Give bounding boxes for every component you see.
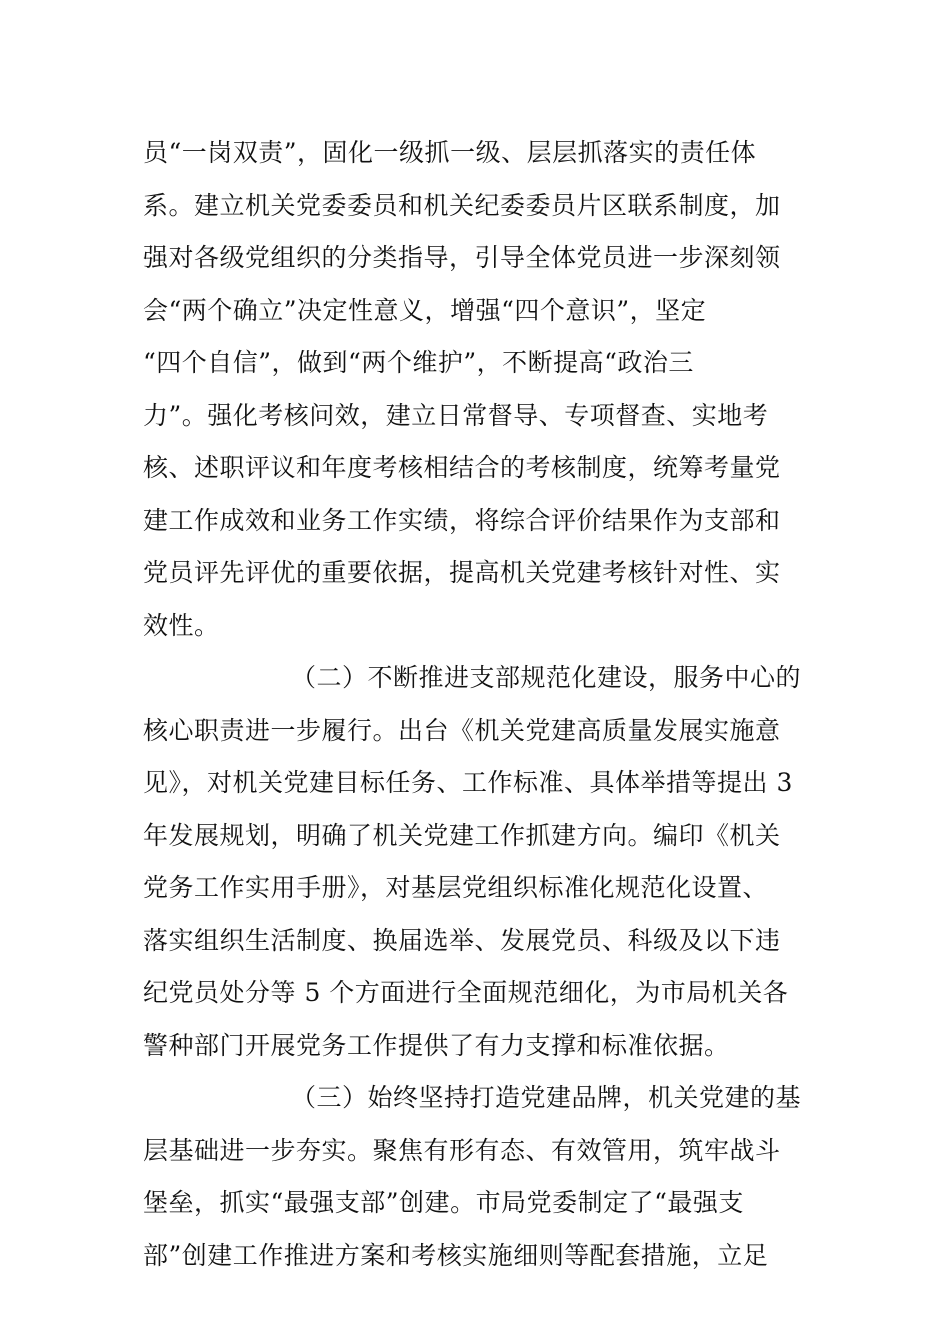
section-heading-line: （二）不断推进支部规范化建设，服务中心的 bbox=[291, 663, 802, 692]
text-line: 见》，对机关党建目标任务、工作标准、具体举措等提出 3 bbox=[143, 768, 793, 797]
text-line: 会“两个确立”决定性意义，增强“四个意识”，坚定 bbox=[143, 295, 707, 325]
text-line: 员“一岗双责”，固化一级抓一级、层层抓落实的责任体 bbox=[143, 138, 757, 167]
text-line: 党员评先评优的重要依据，提高机关党建考核针对性、实 bbox=[143, 558, 781, 587]
text-line: 堡垒，抓实“最强支部”创建。市局党委制定了“最强支 bbox=[143, 1188, 744, 1217]
text-line: 核、述职评议和年度考核相结合的考核制度，统筹考量党 bbox=[143, 453, 781, 482]
text-line: 力”。强化考核问效，建立日常督导、专项督查、实地考 bbox=[143, 400, 769, 430]
text-line: 建工作成效和业务工作实绩，将综合评价结果作为支部和 bbox=[143, 505, 781, 535]
text-line: “四个自信”，做到“两个维护”，不断提高“政治三 bbox=[143, 348, 694, 377]
text-line: 落实组织生活制度、换届选举、发展党员、科级及以下违 bbox=[143, 925, 781, 955]
section-heading-line: （三）始终坚持打造党建品牌，机关党建的基 bbox=[291, 1083, 802, 1112]
text-line: 层基础进一步夯实。聚焦有形有态、有效管用，筑牢战斗 bbox=[143, 1135, 781, 1165]
text-line: 纪党员处分等 5 个方面进行全面规范细化，为市局机关各 bbox=[143, 978, 789, 1007]
body-text bbox=[143, 127, 808, 1282]
text-line: 系。建立机关党委委员和机关纪委委员片区联系制度，加 bbox=[143, 190, 781, 220]
text-line: 核心职责进一步履行。出台《机关党建高质量发展实施意 bbox=[143, 715, 781, 745]
text-line: 警种部门开展党务工作提供了有力支撑和标准依据。 bbox=[143, 1030, 730, 1060]
text-line: 强对各级党组织的分类指导，引导全体党员进一步深刻领 bbox=[143, 243, 781, 272]
text-line: 效性。 bbox=[143, 610, 220, 640]
text-line: 部”创建工作推进方案和考核实施细则等配套措施，立足 bbox=[143, 1240, 769, 1270]
text-line: 党务工作实用手册》，对基层党组织标准化规范化设置、 bbox=[143, 873, 769, 902]
text-line: 年发展规划，明确了机关党建工作抓建方向。编印《机关 bbox=[143, 820, 781, 850]
